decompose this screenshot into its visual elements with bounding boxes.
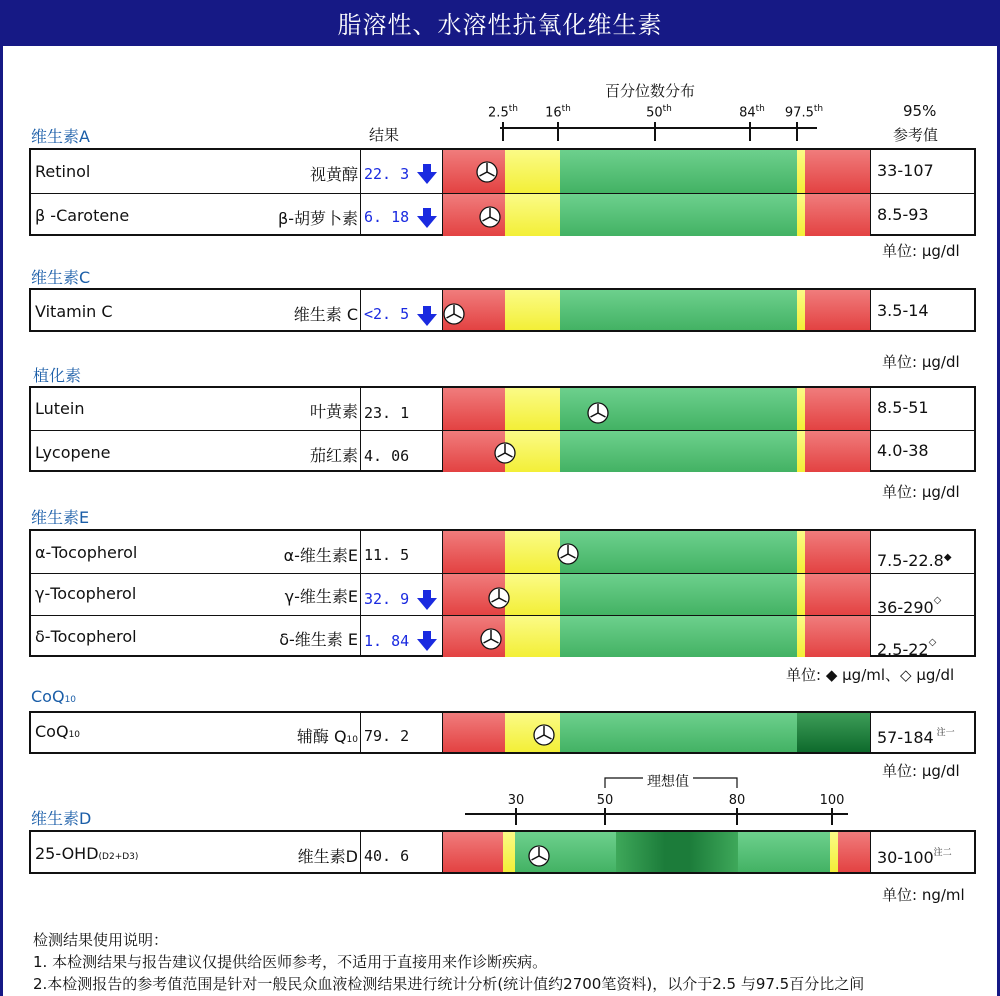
result-marker-icon xyxy=(476,161,498,183)
section-title-phytochemicals: 植化素 xyxy=(33,366,82,385)
result-marker-icon xyxy=(443,303,465,325)
result-value: 4. 06 xyxy=(364,447,410,465)
report-title: 脂溶性、水溶性抗氧化维生素 xyxy=(337,11,663,39)
notes-heading: 检测结果使用说明： xyxy=(33,931,169,949)
ref-heading-label: 参考值 xyxy=(893,126,939,144)
reference-range: 36-290◇ xyxy=(877,595,942,617)
analyte-name-cn: 茄红素 xyxy=(309,446,358,465)
ref-heading-95: 95% xyxy=(903,102,937,120)
analyte-name-en: CoQ10 xyxy=(35,722,81,741)
distribution-bar xyxy=(442,616,871,657)
unit-label: 单位: μg/dl xyxy=(882,762,960,780)
analyte-name-en: Lycopene xyxy=(35,443,111,462)
low-arrow-icon xyxy=(416,207,438,229)
footnote-mark: 注二 xyxy=(933,848,952,858)
unit-label: 单位: ◆ μg/ml、◇ μg/dl xyxy=(786,666,955,684)
analyte-name-cn: γ-维生素E xyxy=(284,587,358,606)
section-title-vitamin-a: 维生素A xyxy=(31,127,90,146)
analyte-name-en: δ-Tocopherol xyxy=(35,627,137,646)
analyte-name-cn: δ-维生素 E xyxy=(279,630,358,649)
unit-label: 单位: μg/dl xyxy=(882,483,960,501)
unit-label: 单位: ng/ml xyxy=(882,886,965,904)
result-marker-icon xyxy=(479,206,501,228)
result-value: <2. 5 xyxy=(364,305,410,323)
result-value: 6. 18 xyxy=(364,208,410,226)
distribution-bar xyxy=(442,290,871,330)
analyte-name-en: Lutein xyxy=(35,399,85,418)
percentile-label: 2.5th xyxy=(488,104,518,121)
reference-range: 2.5-22◇ xyxy=(877,637,937,659)
result-marker-icon xyxy=(587,402,609,424)
scale-label: 30 xyxy=(507,793,525,808)
vitamin-d-table xyxy=(29,830,976,874)
distribution-bar xyxy=(442,832,871,872)
distribution-bar xyxy=(442,150,871,193)
section-title-vitamin-c: 维生素C xyxy=(31,268,91,287)
analyte-name-en: β -Carotene xyxy=(35,206,130,225)
notes-line-2: 2.本检测报告的参考值范围是针对一般民众血液检测结果进行统计分析(统计值约2700笔资料)，以介于2.5 与97.5百分比之间 xyxy=(33,975,865,993)
reference-range: 57-184 $^{注一}$ xyxy=(877,728,955,747)
ideal-range-label: 理想值 xyxy=(643,771,693,791)
report-header xyxy=(0,0,1000,46)
result-value: 11. 5 xyxy=(364,546,410,564)
distribution-bar xyxy=(442,388,871,430)
result-value: 23. 1 xyxy=(364,404,410,422)
result-marker-icon xyxy=(494,442,516,464)
analyte-name-cn: β-胡萝卜素 xyxy=(278,209,358,228)
result-marker-icon xyxy=(533,724,555,746)
coq10-table xyxy=(29,711,976,754)
result-value: 40. 6 xyxy=(364,847,410,865)
percentile-label: 50th xyxy=(646,104,672,121)
low-arrow-icon xyxy=(416,163,438,185)
unit-mark-open-diamond: ◇ xyxy=(933,595,942,606)
unit-label: 单位: μg/dl xyxy=(882,242,960,260)
result-marker-icon xyxy=(528,845,550,867)
section-title-vitamin-d: 维生素D xyxy=(31,809,92,828)
section-title-coq10: CoQ10 xyxy=(31,687,77,706)
result-marker-icon xyxy=(480,628,502,650)
result-value: 79. 2 xyxy=(364,727,410,745)
analyte-name-cn: 维生素D xyxy=(297,847,358,866)
unit-mark-open-diamond: ◇ xyxy=(928,637,937,648)
analyte-name-cn: α-维生素E xyxy=(283,546,358,565)
analyte-name-en: 25-OHD(D2+D3) xyxy=(35,844,139,863)
reference-range: 7.5-22.8◆ xyxy=(877,551,952,570)
vitamin-a-table xyxy=(29,148,976,236)
analyte-name-cn: 维生素 C xyxy=(293,305,358,324)
vitamin-c-table xyxy=(29,288,976,332)
result-value: 32. 9 xyxy=(364,590,410,608)
percentile-label: 84th xyxy=(739,104,765,121)
low-arrow-icon xyxy=(416,589,438,611)
result-value: 22. 3 xyxy=(364,165,410,183)
analyte-name-en: Vitamin C xyxy=(35,302,113,321)
reference-range: 4.0-38 xyxy=(877,441,929,460)
unit-label: 单位: μg/dl xyxy=(882,353,960,371)
analyte-name-en: γ-Tocopherol xyxy=(35,584,137,603)
section-title-vitamin-e: 维生素E xyxy=(31,508,90,527)
unit-mark-filled-diamond: ◆ xyxy=(943,552,952,563)
distribution-bar xyxy=(442,194,871,236)
reference-range: 3.5-14 xyxy=(877,301,929,320)
result-value: 1. 84 xyxy=(364,632,410,650)
left-frame xyxy=(0,46,3,996)
footnote-mark: 注一 xyxy=(936,728,955,738)
reference-range: 8.5-51 xyxy=(877,398,929,417)
reference-range: 33-107 xyxy=(877,161,934,180)
reference-range: $30-100^{注二}$ xyxy=(877,848,952,867)
low-arrow-icon xyxy=(416,630,438,652)
scale-label: 80 xyxy=(728,793,746,808)
distribution-bar xyxy=(442,713,871,752)
analyte-name-en: α-Tocopherol xyxy=(35,543,138,562)
analyte-name-cn: 辅酶 Q10 xyxy=(296,727,358,746)
result-marker-icon xyxy=(488,587,510,609)
analyte-name-cn: 视黄醇 xyxy=(309,165,358,184)
percentile-label: 16th xyxy=(545,104,571,121)
result-heading: 结果 xyxy=(369,126,400,144)
scale-label: 50 xyxy=(596,793,614,808)
distribution-bar xyxy=(442,531,871,573)
notes-line-1: 1. 本检测结果与报告建议仅提供给医师参考，不适用于直接用来作诊断疾病。 xyxy=(33,953,548,971)
distribution-heading: 百分位数分布 xyxy=(605,82,696,100)
low-arrow-icon xyxy=(416,305,438,327)
result-marker-icon xyxy=(557,543,579,565)
scale-label: 100 xyxy=(819,793,845,808)
analyte-name-cn: 叶黄素 xyxy=(309,402,358,421)
reference-range: 8.5-93 xyxy=(877,205,929,224)
analyte-name-en: Retinol xyxy=(35,162,91,181)
percentile-label: 97.5th xyxy=(784,104,824,121)
